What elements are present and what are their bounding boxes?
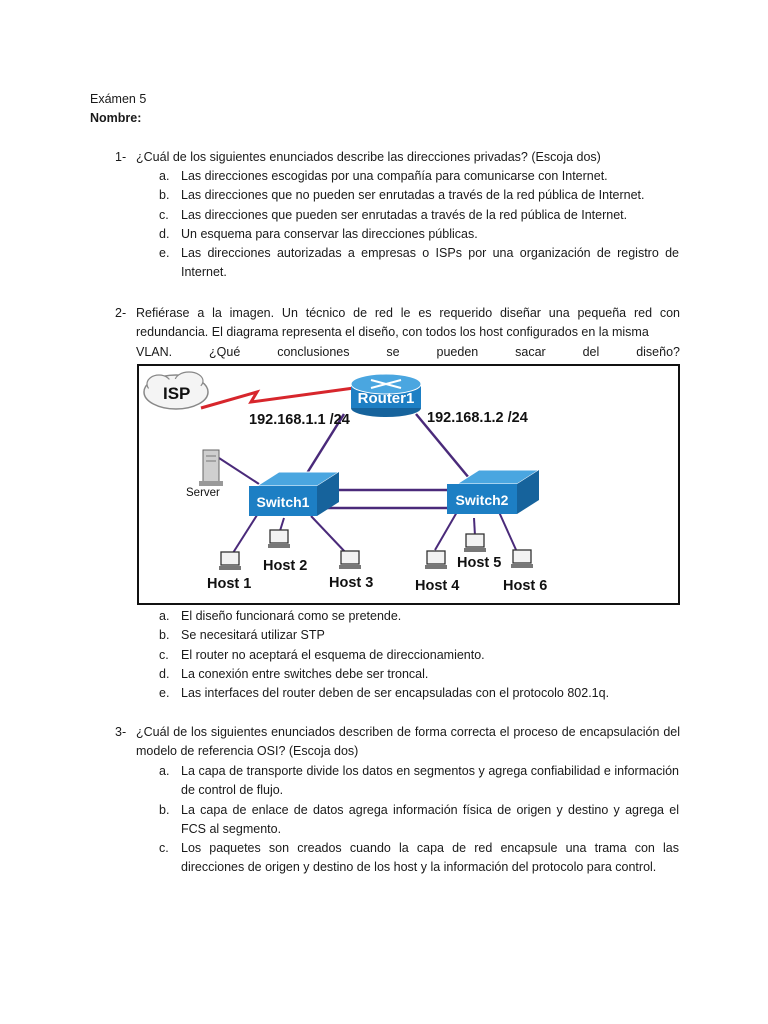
host2-label: Host 2 — [263, 558, 308, 574]
computer-icon — [339, 551, 361, 569]
server-label: Server — [186, 487, 220, 499]
option-d: d. Un esquema para conservar las direcciones públicas. — [159, 226, 478, 241]
router-label: Router1 — [357, 390, 415, 407]
option-a: a. Las direcciones escogidas por una compañía para comunicarse con Internet. — [159, 169, 608, 183]
question-3 — [115, 723, 680, 762]
host4-label: Host 4 — [415, 578, 460, 594]
switch1-label: Switch1 — [256, 494, 310, 510]
ip-left-label: 192.168.1.1 /24 — [249, 412, 350, 428]
option-c: c. Las direcciones que pueden ser enrutadas a través de la red pública de Internet. — [159, 207, 628, 222]
question-1-options — [159, 167, 679, 283]
option-c: c. Los paquetes son creados cuando la capa de red encapsule una trama con las direcciones de origen y destino de los host y la información del protocolo para control. — [159, 841, 679, 875]
computer-icon — [219, 552, 241, 570]
isp-label: ISP — [163, 384, 191, 403]
serial-link — [201, 388, 354, 408]
network-diagram — [137, 364, 680, 605]
option-b: b. Se necesitará utilizar STP — [159, 628, 325, 643]
question-text: ¿Cuál de los siguientes enunciados describen de forma correcta el proceso de encapsulación del modelo de referencia OSI? (Escoja dos) — [136, 725, 680, 759]
ip-right-label: 192.168.1.2 /24 — [427, 410, 528, 426]
computer-icon — [425, 551, 447, 569]
switch2-label: Switch2 — [455, 492, 509, 508]
option-e: e. Las interfaces del router deben de ser encapsuladas con el protocolo 802.1q. — [159, 686, 610, 701]
question-2-options — [159, 607, 679, 703]
option-b: b. Las direcciones que no pueden ser enrutadas a través de la red pública de Internet. — [159, 188, 645, 203]
host3-label: Host 3 — [329, 575, 374, 591]
question-2 — [115, 304, 680, 362]
host5-label: Host 5 — [457, 555, 502, 571]
question-number: 3- — [115, 725, 127, 739]
server-link — [219, 458, 259, 484]
option-e: e. Las direcciones autorizadas a empresas o ISPs por una organización de registro de Internet. — [159, 246, 679, 280]
question-text: ¿Cuál de los siguientes enunciados describe las direcciones privadas? (Escoja dos) — [136, 150, 601, 164]
host1-label: Host 1 — [207, 576, 252, 592]
name-label: Nombre: — [90, 111, 142, 125]
question-number: 2- — [115, 306, 127, 320]
question-1 — [115, 148, 680, 167]
computer-icon — [464, 534, 486, 552]
question-text-last-line: VLAN. ¿Qué conclusiones se pueden sacar del diseño? — [136, 344, 680, 359]
question-text: Refiérase a la imagen. Un técnico de red le es requerido diseñar una pequeña red con redundancia. El diagrama representa el diseño, con todos los host configurados en la misma — [136, 306, 680, 340]
option-a: a. La capa de transporte divide los datos en segmentos y agrega confiabilidad e información de control de flujo. — [159, 764, 679, 798]
option-b: b. La capa de enlace de datos agrega información física de origen y destino y agrega el FCS al segmento. — [159, 802, 679, 836]
host6-label: Host 6 — [503, 578, 548, 594]
option-a: a. El diseño funcionará como se pretende. — [159, 609, 402, 623]
question-3-options — [159, 762, 679, 878]
computer-icon — [511, 550, 533, 568]
exam-title: Exámen 5 — [90, 92, 147, 106]
option-c: c. El router no aceptará el esquema de direccionamiento. — [159, 647, 485, 662]
computer-icon — [268, 530, 290, 548]
server-icon — [199, 450, 223, 486]
option-d: d. La conexión entre switches debe ser troncal. — [159, 666, 429, 681]
question-number: 1- — [115, 150, 127, 164]
